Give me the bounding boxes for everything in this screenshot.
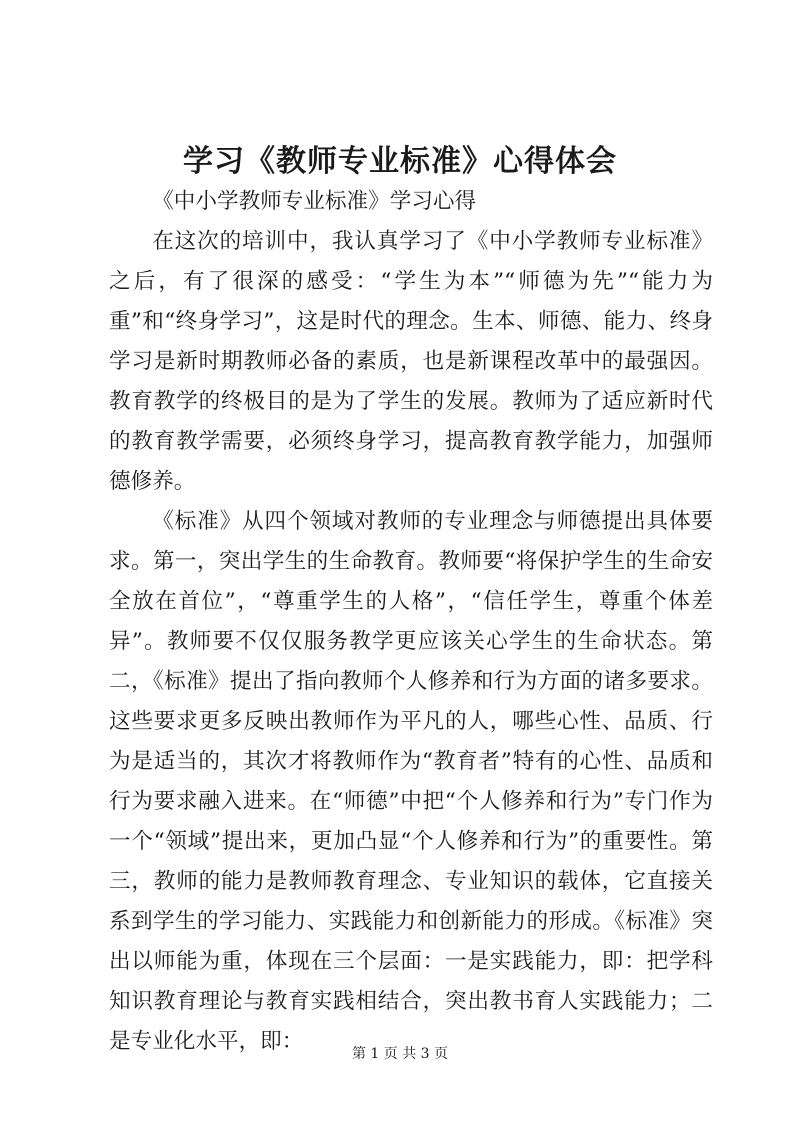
- page-number-footer: 第 1 页 共 3 页: [351, 1046, 449, 1062]
- body-paragraph: 在这次的培训中，我认真学习了《中小学教师专业标准》之后，有了很深的感受：“学生为本”“师德为先”“能力为重”和“终身学习”，这是时代的理念。生本、师德、能力、终身学习是新时期教师必备的素质，也是新课程改革中的最强因。教育教学的终极目的是为了学生的发展。教师为了适应新时代的教育教学需要，必须终身学习，提高教育教学能力，加强师德修养。: [109, 229, 713, 494]
- document-title: 学习《教师专业标准》心得体会: [183, 144, 617, 179]
- subtitle-paragraph: 《中小学教师专业标准》学习心得: [152, 189, 477, 214]
- document-body: [109, 182, 713, 1062]
- body-paragraph: 《标准》从四个领域对教师的专业理念与师德提出具体要求。第一，突出学生的生命教育。教师要“将保护学生的生命安全放在首位”，“尊重学生的人格”，“信任学生，尊重个体差异”。教师要不仅仅服务教学更应该关心学生的生命状态。第二，《标准》提出了指向教师个人修养和行为方面的诸多要求。这些要求更多反映出教师作为平凡的人，哪些心性、品质、行为是适当的，其次才将教师作为“教育者”特有的心性、品质和行为要求融入进来。在“师德”中把“个人修养和行为”专门作为一个“领域”提出来，更加凸显“个人修养和行为”的重要性。第三，教师的能力是教师教育理念、专业知识的载体，它直接关系到学生的学习能力、实践能力和创新能力的形成。《标准》突出以师能为重，体现在三个层面：一是实践能力，即：把学科知识教育理论与教育实践相结合，突出教书育人实践能力；二是专业化水平，即：: [109, 509, 713, 1054]
